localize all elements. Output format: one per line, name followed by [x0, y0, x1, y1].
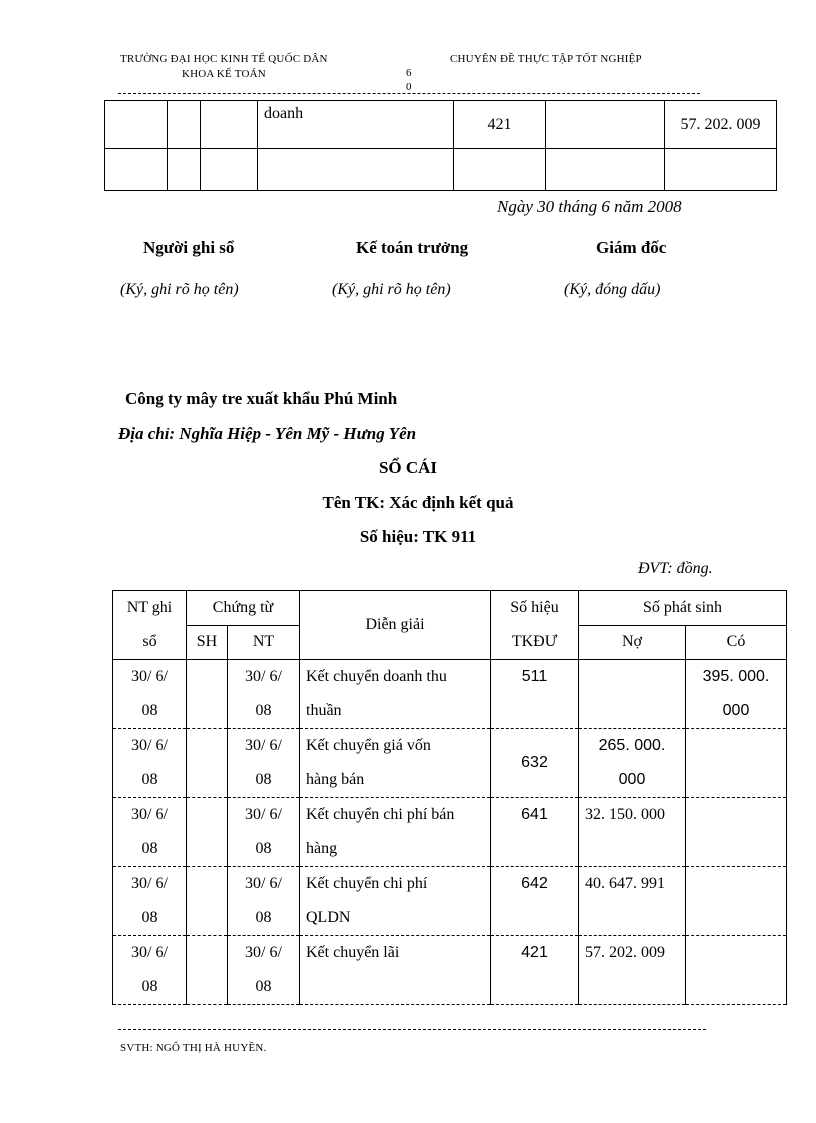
row-credit — [686, 798, 787, 867]
header-sh: SH — [187, 625, 228, 660]
fragment-account: 421 — [454, 101, 546, 149]
fragment-amount: 57. 202. 009 — [665, 101, 777, 149]
row-account: 632 — [491, 729, 579, 798]
row-description: Kết chuyển giá vốn hàng bán — [300, 729, 491, 798]
header-nt-ghi-so: NT ghi sổ — [113, 591, 187, 660]
signature-note-director: (Ký, đóng dấu) — [564, 281, 661, 298]
faculty-name: KHOA KẾ TOÁN — [182, 68, 266, 80]
page-number-digit: 0 — [406, 81, 412, 93]
fragment-desc: doanh — [258, 101, 454, 149]
signature-title-chief-accountant: Kế toán trưởng — [356, 238, 469, 257]
footer-divider — [118, 1029, 706, 1030]
header-amount: Số phát sinh — [579, 591, 787, 626]
row-voucher-sh — [187, 936, 228, 1005]
header-divider — [118, 93, 700, 94]
row-account: 641 — [491, 798, 579, 867]
row-date: 30/ 6/ 08 — [113, 867, 187, 936]
row-voucher-sh — [187, 798, 228, 867]
row-voucher-sh — [187, 660, 228, 729]
page-number-digit: 6 — [406, 67, 412, 79]
signature-note-recorder: (Ký, ghi rõ họ tên) — [120, 281, 239, 298]
row-voucher-sh — [187, 867, 228, 936]
row-credit — [686, 729, 787, 798]
row-date: 30/ 6/ 08 — [113, 729, 187, 798]
previous-table-fragment — [104, 100, 777, 191]
account-code: Số hiệu: TK 911 — [359, 527, 477, 546]
row-voucher-date: 30/ 6/ 08 — [228, 798, 300, 867]
row-debit: 265. 000. 000 — [579, 729, 686, 798]
row-account: 511 — [491, 660, 579, 729]
table-row — [113, 729, 787, 798]
row-date: 30/ 6/ 08 — [113, 660, 187, 729]
school-name: TRƯỜNG ĐẠI HỌC KINH TẾ QUỐC DÂN — [120, 53, 328, 65]
row-description: Kết chuyển lãi — [300, 936, 491, 1005]
row-account: 421 — [491, 936, 579, 1005]
row-debit: 57. 202. 009 — [579, 936, 686, 1005]
row-debit: 40. 647. 991 — [579, 867, 686, 936]
row-description: Kết chuyển chi phí bán hàng — [300, 798, 491, 867]
table-row — [113, 867, 787, 936]
row-voucher-sh — [187, 729, 228, 798]
header-debit: Nợ — [579, 625, 686, 660]
row-voucher-date: 30/ 6/ 08 — [228, 867, 300, 936]
signature-title-recorder: Người ghi sổ — [143, 238, 235, 257]
row-account: 642 — [491, 867, 579, 936]
signature-title-director: Giám đốc — [596, 238, 667, 257]
company-name: Công ty mây tre xuất khẩu Phú Minh — [125, 389, 398, 408]
header-credit: Có — [686, 625, 787, 660]
table-row — [113, 798, 787, 867]
row-description: Kết chuyển chi phí QLDN — [300, 867, 491, 936]
row-date: 30/ 6/ 08 — [113, 936, 187, 1005]
unit-label: ĐVT: đồng. — [638, 560, 713, 577]
ledger-table — [112, 590, 787, 1005]
account-name: Tên TK: Xác định kết quả — [322, 493, 514, 512]
row-credit — [686, 936, 787, 1005]
row-debit: 32. 150. 000 — [579, 798, 686, 867]
row-date: 30/ 6/ 08 — [113, 798, 187, 867]
table-row — [113, 660, 787, 729]
ledger-title: SỔ CÁI — [378, 458, 438, 477]
row-debit — [579, 660, 686, 729]
student-name: SVTH: NGÔ THỊ HÀ HUYỀN. — [120, 1042, 267, 1054]
date-line: Ngày 30 tháng 6 năm 2008 — [497, 197, 682, 216]
row-description: Kết chuyển doanh thu thuần — [300, 660, 491, 729]
header-nt: NT — [228, 625, 300, 660]
header-voucher: Chứng từ — [187, 591, 300, 626]
table-row — [113, 936, 787, 1005]
signature-note-chief-accountant: (Ký, ghi rõ họ tên) — [332, 281, 451, 298]
row-voucher-date: 30/ 6/ 08 — [228, 936, 300, 1005]
row-voucher-date: 30/ 6/ 08 — [228, 729, 300, 798]
row-credit — [686, 867, 787, 936]
header-description: Diễn giải — [300, 591, 491, 660]
project-title: CHUYÊN ĐỀ THỰC TẬP TỐT NGHIỆP — [450, 53, 642, 65]
company-address: Địa chỉ: Nghĩa Hiệp - Yên Mỹ - Hưng Yên — [118, 424, 417, 443]
row-credit: 395. 000. 000 — [686, 660, 787, 729]
row-voucher-date: 30/ 6/ 08 — [228, 660, 300, 729]
header-account-code: Số hiệu TKĐƯ — [491, 591, 579, 660]
